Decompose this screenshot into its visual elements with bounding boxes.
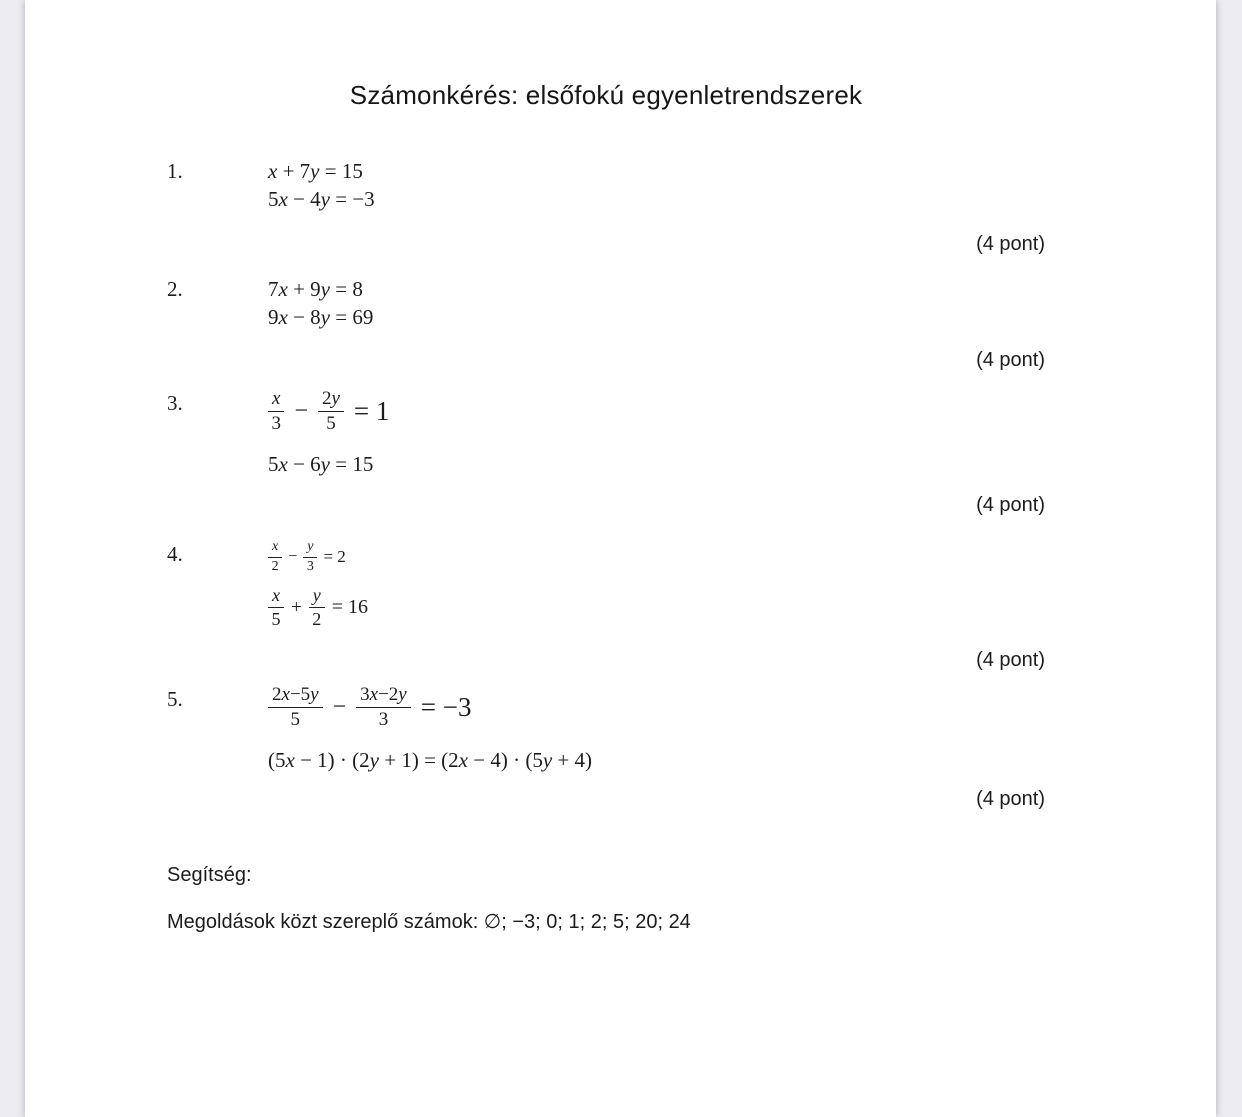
points-label: (4 pont)	[976, 787, 1045, 810]
problem-2-row	[167, 275, 1045, 331]
points-label: (4 pont)	[976, 349, 1045, 371]
problem-5-number: 5.	[167, 687, 183, 712]
equation-rhs: = −3	[420, 691, 472, 722]
problem-1-row	[167, 157, 1045, 213]
problem-2-number: 2.	[167, 277, 183, 301]
problem-3-number: 3.	[167, 391, 183, 415]
equation-with-fractions	[268, 586, 1045, 629]
help-label: Segítség:	[167, 863, 252, 886]
equation-line: x + 7y = 15	[268, 159, 363, 183]
equation-with-fractions	[268, 540, 1045, 574]
equation-with-fractions	[268, 389, 1045, 434]
solutions-line: Megoldások közt szereplő számok: ∅; −3; 0; 1; 2; 5; 20; 24	[167, 910, 691, 933]
problem-3-row	[167, 389, 1045, 478]
problem-5-row	[167, 685, 1045, 774]
problem-3	[167, 389, 1045, 518]
worksheet-page	[25, 0, 1216, 1117]
fraction: $\frac{2y}{5}$	[318, 389, 344, 434]
equation-line: 5x − 4y = −3	[268, 187, 375, 211]
problem-1-equations	[268, 157, 1045, 213]
equation-rhs: = 16	[331, 596, 368, 619]
equation-line: (5x − 1) · (2y + 1) = (2x − 4) · (5y + 4)	[268, 747, 592, 772]
fraction: $\frac{2x-5y}{5}$	[268, 685, 323, 730]
problem-4	[167, 540, 1045, 673]
problem-1	[167, 157, 1045, 257]
problem-2	[167, 275, 1045, 373]
fraction: $\frac{x}{2}$	[268, 540, 282, 574]
fraction: $\frac{x}{5}$	[268, 586, 284, 629]
fraction: $\frac{3x-2y}{3}$	[356, 685, 411, 730]
operator: −	[294, 397, 308, 424]
problem-5	[167, 685, 1045, 812]
operator: −	[288, 548, 298, 566]
problem-4-equations	[268, 540, 1045, 629]
problem-4-row	[167, 540, 1045, 629]
equation-line: 9x − 8y = 69	[268, 305, 374, 329]
fraction: $\frac{y}{2}$	[309, 586, 325, 629]
equation-line: 7x + 9y = 8	[268, 277, 363, 301]
operator: +	[291, 596, 302, 618]
equation-rhs: = 2	[323, 547, 346, 567]
fraction: $\frac{x}{3}$	[268, 389, 284, 434]
points-label: (4 pont)	[976, 649, 1045, 672]
problem-1-number: 1.	[167, 159, 183, 183]
page-content	[25, 0, 1216, 1117]
problem-5-equations	[268, 685, 1045, 774]
equation-with-fractions	[268, 685, 1045, 730]
fraction: $\frac{y}{3}$	[303, 540, 317, 574]
operator: −	[332, 693, 347, 720]
equation-line: 5x − 6y = 15	[268, 451, 374, 476]
equation-rhs: = 1	[353, 395, 390, 426]
page-title: Számonkérés: elsőfokú egyenletrendszerek	[349, 80, 863, 110]
problem-4-number: 4.	[167, 541, 183, 566]
problem-3-equations	[268, 389, 1045, 478]
points-label: (4 pont)	[976, 493, 1045, 516]
problem-2-equations	[268, 275, 1045, 331]
points-label: (4 pont)	[976, 233, 1045, 255]
